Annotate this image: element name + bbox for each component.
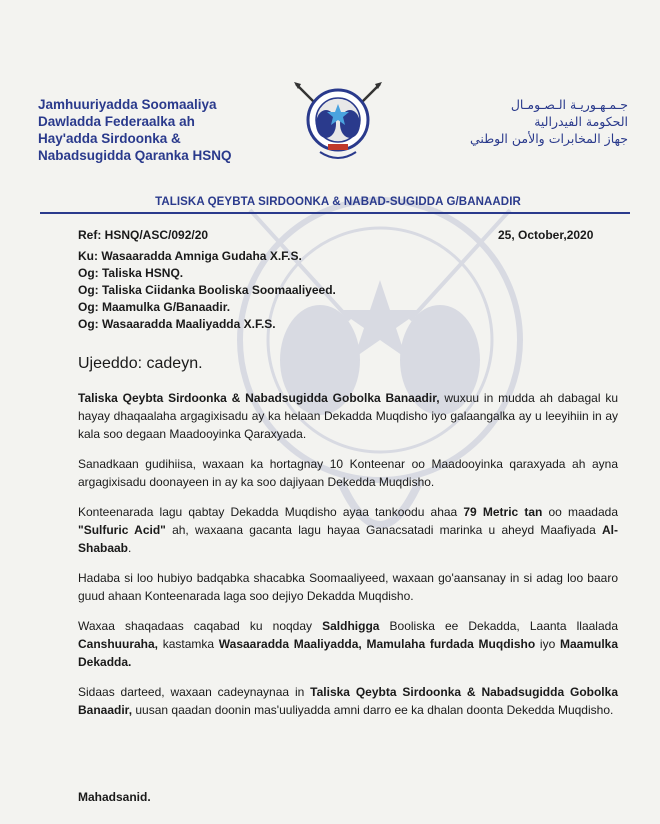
recipient-line: Og: Taliska Ciidanka Booliska Soomaaliyeed.: [78, 283, 336, 297]
bold-text-run: 79 Metric tan: [463, 505, 543, 519]
text-run: oo maadada: [542, 505, 619, 519]
recipient-line: Og: Maamulka G/Banaadir.: [78, 300, 231, 314]
bold-text-run: Saldhigga: [322, 619, 380, 633]
hsnq-emblem-icon: [292, 74, 384, 166]
letter-date: 25, October,2020: [498, 228, 594, 242]
recipient-line: Ku: Wasaaradda Amniga Gudaha X.F.S.: [78, 249, 302, 263]
body-paragraph: [78, 569, 618, 605]
recipients-list: [78, 248, 336, 333]
text-run: Hadaba si loo hubiyo badqabka shacabka Soomaaliyeed, waxaan go'aansanay in si adag loo baaro guud ahaan Konteenarada laga soo dejiyo Dekadda Muqdisho.: [78, 571, 618, 603]
body-paragraph: [78, 455, 618, 491]
text-run: Sidaas darteed, waxaan cadeynaynaa in: [78, 685, 311, 699]
text-run: kastamka: [158, 637, 219, 651]
text-run: uusan qaadan doonin mas'uuliyadda amni darro ee ka dhalan doonta Dekedda Muqdisho.: [132, 703, 614, 717]
body-paragraph: [78, 617, 618, 671]
text-run: Konteenarada lagu qabtay Dekadda Muqdisho ayaa tankoodu ahaa: [78, 505, 464, 519]
bold-text-run: Taliska Qeybta Sirdoonka & Nabadsugidda Gobolka Banaadir,: [78, 391, 440, 405]
header-left-line: Nabadsugidda Qaranka HSNQ: [38, 148, 232, 163]
bold-text-run: Maamulka Dekadda.: [78, 637, 618, 669]
header-somali-block: [38, 96, 278, 164]
subject-line: Ujeeddo: cadeyn.: [78, 355, 203, 372]
body-paragraph: [78, 503, 618, 557]
body-paragraph: [78, 389, 618, 443]
text-run: iyo: [535, 637, 560, 651]
recipient-line: Og: Taliska HSNQ.: [78, 266, 184, 280]
header-right-line: جهاز المخابرات والأمن الوطني: [470, 131, 628, 146]
bold-text-run: Wasaaradda Maaliyadda, Mamulaha furdada Muqdisho: [218, 637, 536, 651]
header-arabic-block: [448, 96, 628, 147]
bold-text-run: Taliska Qeybta Sirdoonka & Nabadsugidda Gobolka Banaadir,: [78, 685, 618, 717]
header-right-line: الحكومة الفيدرالية: [534, 114, 628, 129]
text-run: Booliska ee Dekadda, Laanta llaalada: [379, 619, 618, 633]
header-left-line: Hay'adda Sirdoonka &: [38, 131, 181, 146]
reference-number: Ref: HSNQ/ASC/092/20: [78, 228, 209, 242]
header-left-line: Dawladda Federaalka ah: [38, 114, 195, 129]
text-run: .: [128, 541, 132, 555]
letter-body: [78, 389, 618, 731]
header-right-line: جـمـهـوريـة الـصـومـال: [510, 97, 628, 112]
banner-divider: [40, 212, 630, 214]
text-run: wuxuu in mudda ah dabagal ku hayay dhaqaalaha argagixisadu ay ka helaan Dekadda Muqdisho iyo galaangalka ay u leeyihiin in ay kala soo degaan Maadooyinka Qaraxyada.: [78, 391, 618, 441]
text-run: Waxaa shaqadaas caqabad ku noqday: [78, 619, 323, 633]
text-run: ah, waxaana gacanta lagu hayaa Ganacsatadi marinka u aheyd Maafiyada: [165, 523, 602, 537]
body-paragraph: [78, 683, 618, 719]
header-left-line: Jamhuuriyadda Soomaaliya: [38, 97, 217, 112]
recipient-line: Og: Wasaaradda Maaliyadda X.F.S.: [78, 317, 276, 331]
closing-signoff: Mahadsanid.: [78, 790, 151, 804]
text-run: Sanadkaan gudihiisa, waxaan ka hortagnay 10 Konteenar oo Maadooyinka qaraxyada ah ayna argagixisadu doonayeen in ay ka soo dajiyaan Dekedda Muqdisho.: [78, 457, 618, 489]
bold-text-run: Al-Shabaab: [78, 523, 618, 555]
bold-text-run: "Sulfuric Acid": [78, 523, 166, 537]
bold-text-run: Canshuuraha,: [78, 637, 159, 651]
department-banner: TALISKA QEYBTA SIRDOONKA & NABAD-SUGIDDA G/BANAADIR: [155, 196, 521, 208]
